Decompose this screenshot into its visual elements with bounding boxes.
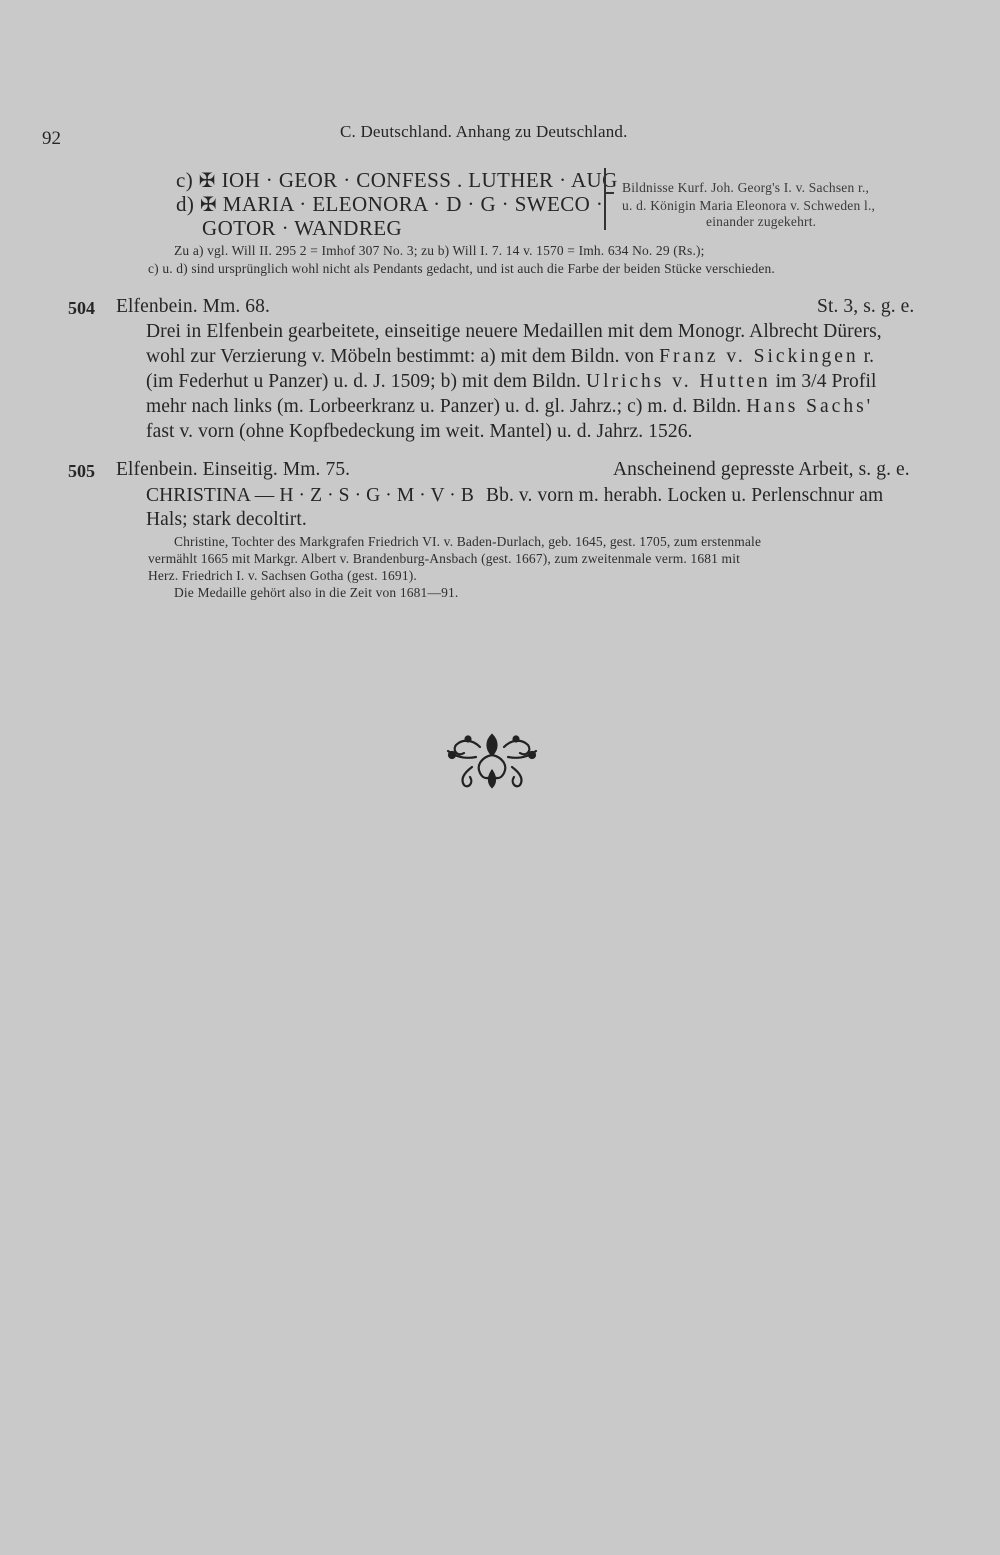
entry-number: 505 (68, 461, 95, 481)
entry-head-left: Elfenbein. Mm. 68. (116, 296, 270, 317)
entry-head-left: Elfenbein. Einseitig. Mm. 75. (116, 459, 351, 480)
inscription-d-continued: GOTOR · WANDREG (202, 216, 403, 240)
inscription-d-label: d) (176, 192, 195, 216)
entry-text: wohl zur Verzierung v. Möbeln bestimmt: a) mit dem Bildn. von (146, 346, 655, 367)
side-note-line: Bildnisse Kurf. Joh. Georg's I. v. Sachsen r., (622, 180, 870, 195)
inscription-d-text: MARIA · ELEONORA · D · G · SWECO · (222, 192, 604, 216)
entry-number: 504 (68, 298, 95, 318)
cross-icon: ✠ (198, 168, 216, 192)
entry-text-line: fast v. vorn (ohne Kopfbedeckung im weit. Mantel) u. d. Jahrz. 1526. (146, 421, 693, 442)
inscription-d (176, 192, 603, 217)
note-line: Die Medaille gehört also in die Zeit von 1681—91. (174, 585, 459, 600)
person-name: Ulrichs v. Hutten (585, 371, 771, 392)
note-line: vermählt 1665 mit Markgr. Albert v. Brandenburg-Ansbach (gest. 1667), zum zweitenmale verm. 1681 mit (148, 551, 740, 566)
inscription-c-label: c) (176, 168, 194, 192)
note-line: Herz. Friedrich I. v. Sachsen Gotha (gest. 1691). (148, 568, 417, 583)
floral-ornament-icon (442, 727, 542, 789)
entry-text-line (146, 346, 874, 368)
entry-text-line: Drei in Elfenbein gearbeitete, einseitige neuere Medaillen mit dem Monogr. Albrecht Dürers, (146, 321, 882, 342)
entry-text-line: Bb. v. vorn m. herabh. Locken u. Perlenschnur am (486, 485, 884, 506)
page-number: 92 (42, 128, 61, 149)
entry-text-line (146, 371, 877, 393)
inscription-c-text: IOH · GEOR · CONFESS . LUTHER · AUG (221, 168, 618, 192)
inscription-c (176, 168, 618, 193)
person-name: Franz v. Sickingen (659, 346, 859, 367)
entry-text: (im Federhut u Panzer) u. d. J. 1509; b) mit dem Bildn. (146, 371, 581, 392)
note-line: Christine, Tochter des Markgrafen Friedrich VI. v. Baden-Durlach, geb. 1645, gest. 1705, zum erstenmale (174, 534, 762, 549)
entry-text: r. (863, 346, 875, 367)
entry-head-right: Anscheinend gepresste Arbeit, s. g. e. (613, 459, 910, 480)
footnote-line: Zu a) vgl. Will II. 295 2 = Imhof 307 No. 3; zu b) Will I. 7. 14 v. 1570 = Imh. 634 No. 29 (Rs.); (174, 243, 705, 258)
entry-text-line: Hals; stark decoltirt. (146, 509, 307, 530)
person-name: Hans Sachs' (746, 396, 874, 417)
entry-text: im 3/4 Profil (775, 371, 877, 392)
footnote-line: c) u. d) sind ursprünglich wohl nicht als Pendants gedacht, und ist auch die Farbe der beiden Stücke verschieden. (148, 261, 775, 276)
entry-text: mehr nach links (m. Lorbeerkranz u. Panzer) u. d. gl. Jahrz.; c) m. d. Bildn. (146, 396, 742, 417)
running-title: C. Deutschland. Anhang zu Deutschland. (340, 122, 628, 141)
entry-inscription: CHRISTINA — H · Z · S · G · M · V · B (146, 485, 474, 506)
brace-divider (604, 168, 614, 230)
cross-icon: ✠ (199, 192, 218, 216)
entry-head-right: St. 3, s. g. e. (817, 296, 915, 317)
brace-tip (606, 192, 614, 194)
side-note-line: u. d. Königin Maria Eleonora v. Schweden l., (622, 198, 876, 213)
side-note-line: einander zugekehrt. (706, 214, 817, 229)
entry-text-line (146, 396, 873, 418)
